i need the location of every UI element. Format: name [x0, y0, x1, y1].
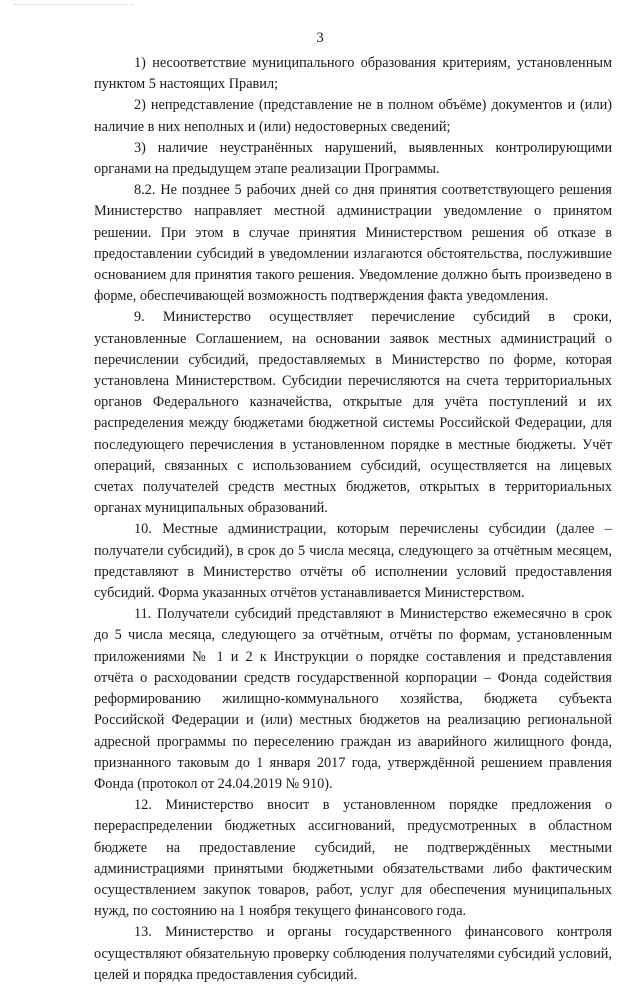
- paragraph-13: 13. Министерство и органы государственного финансового контроля осуществляют обязательную проверку соблюдения получателями субсидий условий, целей и порядка предоставления субсидий.: [94, 924, 612, 983]
- paragraph-item-3: 3) наличие неустранённых нарушений, выявленных контролирующими органами на предыдущем этапе реализации Программы.: [94, 139, 612, 178]
- paragraph-item-1: 1) несоответствие муниципального образования критериям, установленным пунктом 5 настоящих Правил;: [94, 55, 612, 93]
- paragraph-9: 9. Министерство осуществляет перечисление субсидий в сроки, установленные Соглашением, на основании заявок местных администраций о перечислении субсидий, предоставляемых в Министерство по форме, которая установлена Министерством. Субсидии перечисляются на счета территориальных органов Федерального казначейства, открытые для учёта поступлений и их распределения между бюджетами бюджетной системы Российской Федерации, для последующего перечисления в установленном порядке в местные бюджеты. Учёт операций, связанных с использованием субсидий, осуществляется на лицевых счетах получателей средств местных бюджетов, открытых в территориальных органах муниципальных образований.: [94, 309, 612, 517]
- page-number: 3: [316, 30, 324, 46]
- scan-edge-mark: [14, 4, 134, 5]
- paragraph-11: 11. Получатели субсидий представляют в Министерство ежемесячно в срок до 5 числа месяца, следующего за отчётным, отчёты по формам, установленным приложениями № 1 и 2 к Инструкции о порядке составления и представления отчёта о расходовании средств государственной корпорации – Фонда содействия реформированию жилищно-коммунального хозяйства, бюджета субъекта Российской Федерации и (или) местных бюджетов на реализацию региональной адресной программы по переселению граждан из аварийного жилищного фонда, признанного таковым до 1 января 2017 года, утверждённой решением правления Фонда (протокол от 24.04.2019 № 910).: [94, 606, 612, 792]
- paragraph-10: 10. Местные администрации, которым перечислены субсидии (далее – получатели субсидий), в срок до 5 числа месяца, следующего за отчётным месяцем, представляют в Министерство отчёты об исполнении условий предоставления субсидий. Форма указанных отчётов устанавливается Министерством.: [94, 521, 612, 602]
- paragraph-8-2: 8.2. Не позднее 5 рабочих дней со дня принятия соответствующего решения Министерство направляет местной администрации уведомление о принятом решении. При этом в случае принятия Министерством решения об отказе в предоставлении субсидий в уведомлении излагаются обстоятельства, послужившие основанием для принятия такого решения. Уведомление должно быть произведено в форме, обеспечивающей возможность подтверждения факта уведомления.: [94, 182, 612, 305]
- paragraph-item-2: 2) непредставление (представление не в полном объёме) документов и (или) наличие в них неполных и (или) недостоверных сведений;: [94, 97, 612, 135]
- document-body: [94, 53, 612, 986]
- paragraph-12: 12. Министерство вносит в установленном порядке предложения о перераспределении бюджетных ассигнований, предусмотренных в областном бюджете на предоставление субсидий, не подтверждённых местными администрациями принятыми бюджетными обязательствами либо фактическим осуществлением закупок товаров, работ, услуг для обеспечения муниципальных нужд, по состоянию на 1 ноября текущего финансового года.: [94, 797, 612, 920]
